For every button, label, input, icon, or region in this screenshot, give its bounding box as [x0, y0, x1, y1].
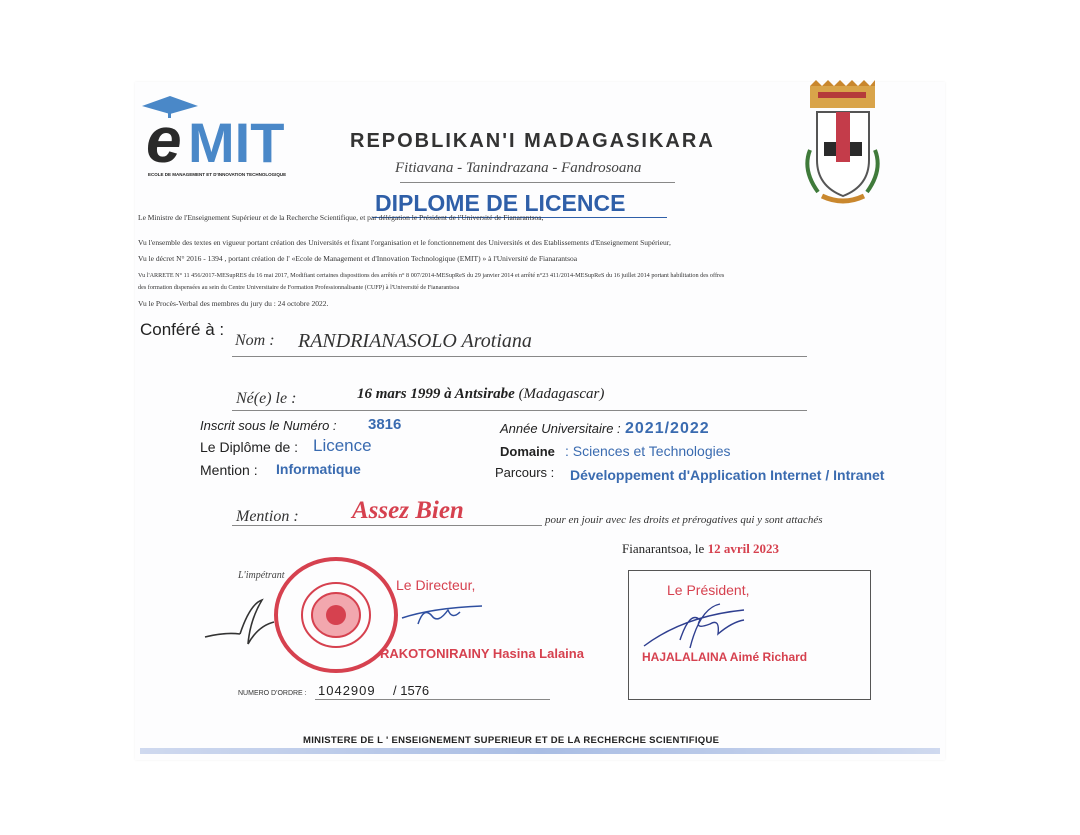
svg-text:MIT: MIT [188, 111, 285, 174]
coat-of-arms [800, 80, 885, 210]
emit-logo [140, 92, 325, 187]
ordre-underline [315, 699, 550, 700]
parcours-value: Développement d'Application Internet / Intranet [570, 467, 885, 483]
preamble-line-2: Vu l'ensemble des textes en vigueur portant création des Universités et fixant l'organisation et le fonctionnement des Universités et des Etablissements d'Enseignement Supérieur, [138, 238, 671, 247]
ordre-label: NUMERO D'ORDRE : [238, 690, 307, 697]
nom-label: Nom : [235, 332, 275, 349]
motto-underline [400, 182, 675, 183]
final-mention-text: pour en jouir avec les droits et prérogatives qui y sont attachés [545, 514, 823, 526]
mention-value: Informatique [276, 461, 361, 477]
preamble-line-1: Le Ministre de l'Enseignement Supérieur et de la Recherche Scientifique, et par délégation le Président de l'Université de Fianarantsoa, [138, 213, 544, 222]
footer-stripe [140, 748, 940, 754]
diplome-value: Licence [313, 436, 372, 455]
preamble-line-5: des formation dispensées au sein du Centre Universitaire de Formation Professionnalisante (CUFP) à l'Université de Fianarantsoa [138, 284, 460, 291]
ne-place: Antsirabe [454, 386, 515, 402]
nom-underline [232, 356, 807, 357]
emit-logo-caption: ECOLE DE MANAGEMENT ET D'INNOVATION TECHNOLOGIQUE [148, 172, 287, 177]
final-mention-underline [232, 525, 542, 526]
footer-ministry: MINISTERE DE L ' ENSEIGNEMENT SUPERIEUR ET DE LA RECHERCHE SCIENTIFIQUE [303, 735, 720, 746]
inscrit-value: 3816 [368, 416, 402, 433]
country-title: REPOBLIKAN'I MADAGASIKARA [350, 130, 715, 152]
ne-value [357, 386, 604, 403]
directeur-signature [400, 598, 490, 638]
ordre-value: 1042909 [318, 683, 376, 698]
final-mention-value: Assez Bien [352, 497, 464, 524]
motto: Fitiavana - Tanindrazana - Fandrosoana [395, 160, 642, 176]
svg-text:e: e [146, 104, 182, 176]
ne-label: Né(e) le : [236, 390, 297, 407]
diploma-title: DIPLOME DE LICENCE [375, 190, 626, 216]
president-title: Le Président, [667, 582, 750, 598]
preamble-line-4: Vu l'ARRETE N° 11 456/2017-MESupRES du 16 mai 2017, Modifiant certaines dispositions des arrêtés n° 8 007/2014-MESupReS du 29 janvier 2014 et arrêté n°23 411/2014-MESupReS du 16 juillet 2014 portant habilitation des offres [138, 272, 725, 279]
ne-underline [232, 410, 807, 411]
place-date [622, 541, 779, 557]
inscrit-label: Inscrit sous le Numéro : [200, 418, 337, 433]
parcours-label: Parcours : [495, 465, 555, 480]
preamble-line-6: Vu le Procès-Verbal des membres du jury du : 24 octobre 2022. [138, 299, 329, 308]
president-name: HAJALALAINA Aimé Richard [642, 650, 808, 664]
stamp-text [282, 607, 392, 612]
domaine-value: : Sciences et Technologies [565, 443, 731, 459]
mention-label: Mention : [200, 462, 258, 478]
preamble-line-3: Vu le décret N° 2016 - 1394 , portant création de l' «Ecole de Management et d'Innovation Technologique (EMIT) » à l'Université de Fianarantsoa [138, 254, 578, 263]
ordre-suffix: / 1576 [393, 683, 430, 698]
confere-label: Conféré à : [140, 320, 225, 339]
annee-label: Année Universitaire : [500, 421, 621, 436]
directeur-name: RAKOTONIRAINY Hasina Lalaina [380, 646, 584, 661]
date: 12 avril 2023 [707, 541, 780, 556]
domaine-label: Domaine [500, 444, 555, 459]
final-mention-label: Mention : [236, 508, 299, 525]
ne-country: (Madagascar) [518, 386, 605, 402]
annee-value: 2021/2022 [625, 420, 710, 437]
place: Fianarantsoa, le [622, 541, 705, 556]
president-signature [640, 596, 760, 656]
nom-value: RANDRIANASOLO Arotiana [298, 330, 532, 352]
ne-date: 16 mars 1999 à [357, 386, 452, 402]
impetrant-label: L'impétrant [238, 570, 285, 581]
directeur-title: Le Directeur, [396, 577, 476, 593]
diplome-label: Le Diplôme de : [200, 439, 299, 455]
